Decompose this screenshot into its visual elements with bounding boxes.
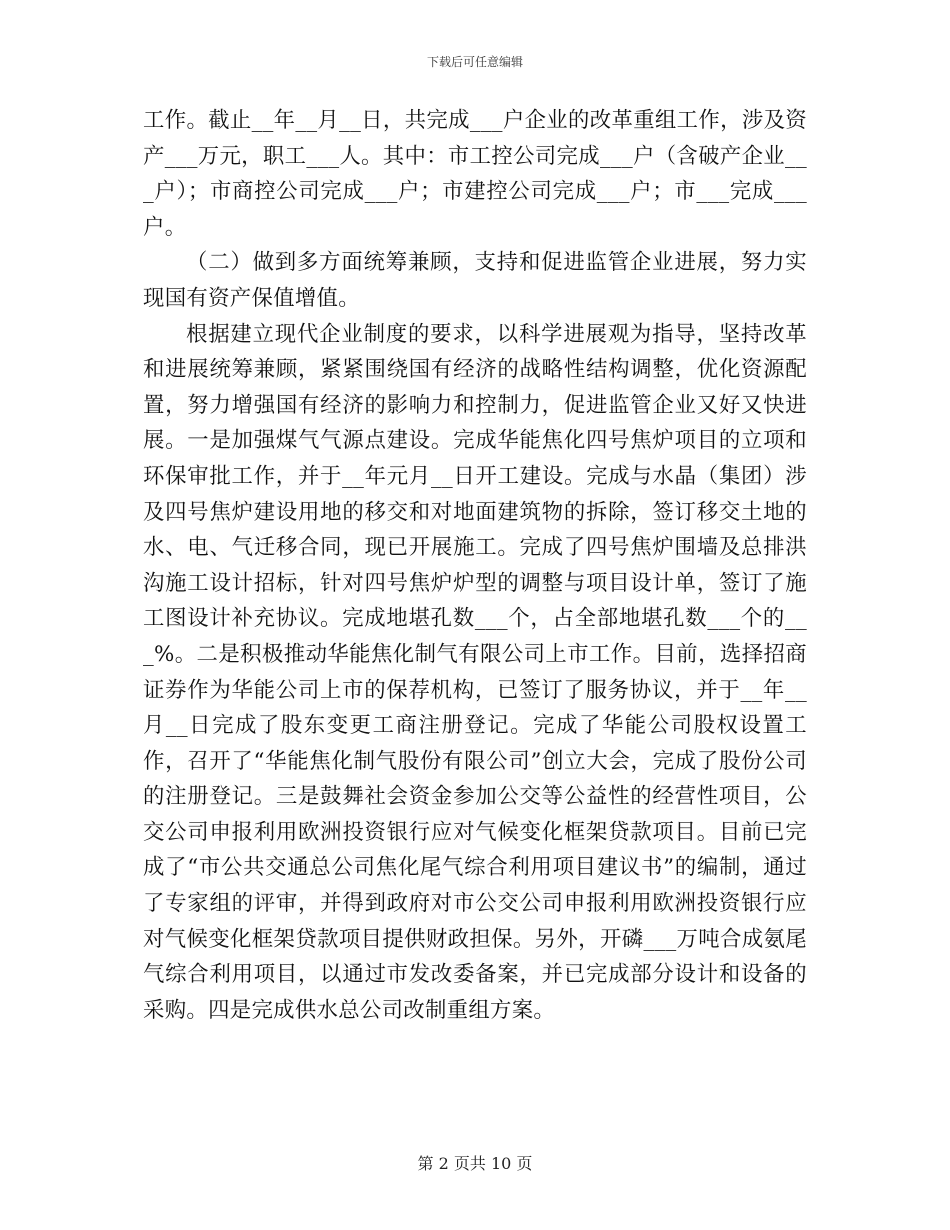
page-header: 下载后可任意编辑 <box>426 55 523 69</box>
paragraph-main: 根据建立现代企业制度的要求，以科学进展观为指导，坚持改革和进展统筹兼顾，紧紧围绕国有经济的战略性结构调整，优化资源配置，努力增强国有经济的影响力和控制力，促进监管企业又好又快进展。一是加强煤气气源点建设。完成华能焦化四号焦炉项目的立项和环保审批工作，并于__年元月__日开工建设。完成与水晶（集团）涉及四号焦炉建设用地的移交和对地面建筑物的拆除，签订移交土地的水、电、气迁移合同，现已开展施工。完成了四号焦炉围墙及总排洪沟施工设计招标，针对四号焦炉炉型的调整与项目设计单，签订了施工图设计补充协议。完成地堪孔数___个，占全部地堪孔数___个的___%。二是积极推动华能焦化制气有限公司上市工作。目前，选择招商证券作为华能公司上市的保荐机构，已签订了服务协议，并于__年__月__日完成了股东变更工商注册登记。完成了华能公司股权设置工作，召开了“华能焦化制气股份有限公司”创立大会，完成了股份公司的注册登记。三是鼓舞社会资金参加公交等公益性的经营性项目，公交公司申报利用欧洲投资银行应对气候变化框架贷款项目。目前已完成了“市公共交通总公司焦化尾气综合利用项目建议书”的编制，通过了专家组的评审，并得到政府对市公交公司申报利用欧洲投资银行应对气候变化框架贷款项目提供财政担保。另外，开磷___万吨合成氨尾气综合利用项目，以通过市发改委备案，并已完成部分设计和设备的采购。四是完成供水总公司改制重组方案。 <box>143 321 807 1023</box>
page-number: 第 2 页共 10 页 <box>417 1154 533 1173</box>
document-body <box>143 103 807 1028</box>
paragraph-continuation: 工作。截止__年__月__日，共完成___户企业的改革重组工作，涉及资产___万元，职工___人。其中：市工控公司完成___户（含破产企业___户）；市商控公司完成___户；市建控公司完成___户；市___完成___户。 <box>143 108 807 240</box>
section-heading: （二）做到多方面统筹兼顾，支持和促进监管企业进展，努力实现国有资产保值增值。 <box>143 250 807 311</box>
